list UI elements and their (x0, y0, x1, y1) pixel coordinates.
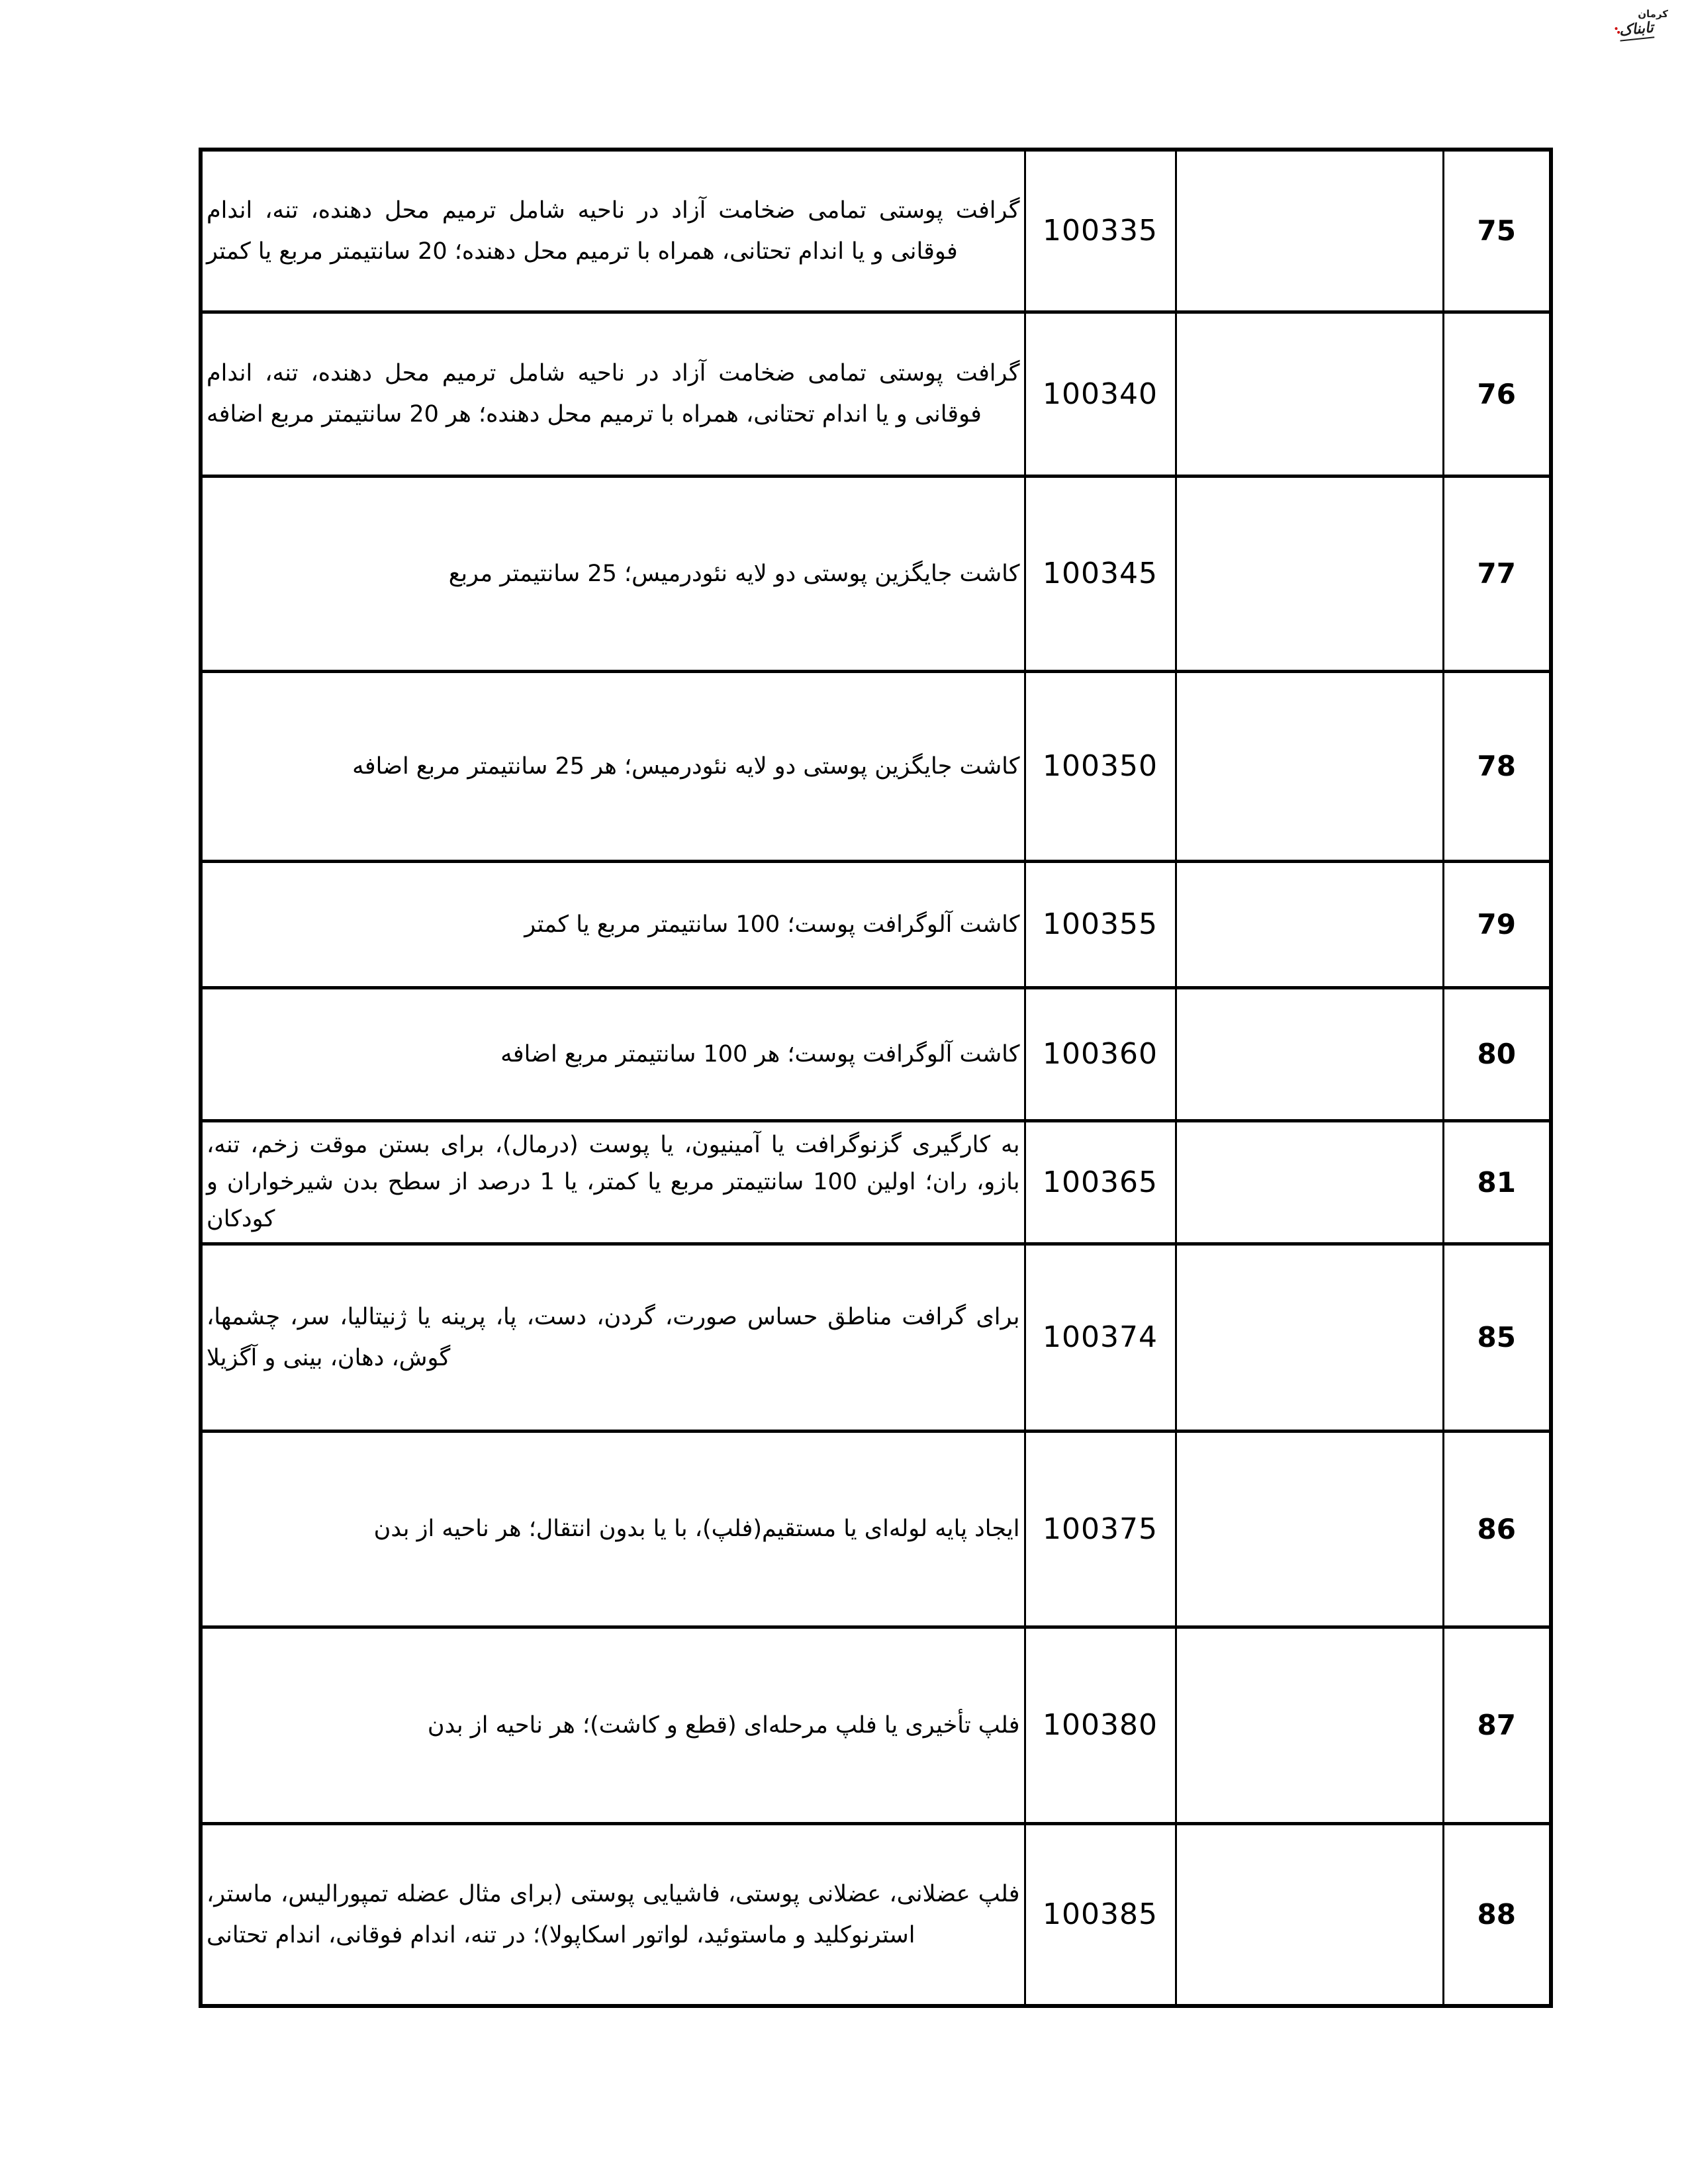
procedure-description-cell: کاشت آلوگرافت پوست؛ هر 100 سانتیمتر مربع اضافه (201, 987, 1025, 1120)
procedure-code-cell: 100375 (1025, 1431, 1176, 1627)
table-row (201, 987, 1551, 1120)
empty-cell (1176, 1431, 1443, 1627)
row-number-cell: 86 (1443, 1431, 1551, 1627)
procedure-code-cell: 100355 (1025, 861, 1176, 987)
row-number-cell: 81 (1443, 1120, 1551, 1244)
procedure-description-cell: فلپ عضلانی، عضلانی پوستی، فاشیایی پوستی (برای مثال عضله تمپورالیس، ماستر، استرنوکلید و ماستوئید، لواتور اسکاپولا)؛ در تنه، اندام فوقانی، اندام تحتانی (201, 1823, 1025, 2006)
table-row (201, 1120, 1551, 1244)
procedure-description-cell: فلپ تأخیری یا فلپ مرحله‌ای (قطع و کاشت)؛ هر ناحیه از بدن (201, 1627, 1025, 1823)
table-row (201, 1627, 1551, 1823)
table-row (201, 1431, 1551, 1627)
row-number-cell: 79 (1443, 861, 1551, 987)
logo-main-text: تابناک (1618, 19, 1655, 41)
row-number-cell: 85 (1443, 1244, 1551, 1431)
row-number-cell: 80 (1443, 987, 1551, 1120)
empty-cell (1176, 987, 1443, 1120)
procedure-code-cell: 100380 (1025, 1627, 1176, 1823)
procedure-description-cell: کاشت آلوگرافت پوست؛ 100 سانتیمتر مربع یا کمتر (201, 861, 1025, 987)
empty-cell (1176, 1627, 1443, 1823)
logo-city-text: کرمان (1638, 8, 1668, 20)
row-number-cell: 76 (1443, 312, 1551, 476)
procedure-code-cell: 100374 (1025, 1244, 1176, 1431)
procedure-code-cell: 100385 (1025, 1823, 1176, 2006)
table-row (201, 1244, 1551, 1431)
empty-cell (1176, 861, 1443, 987)
table-row (201, 861, 1551, 987)
procedure-code-cell: 100345 (1025, 476, 1176, 671)
empty-cell (1176, 1120, 1443, 1244)
table-row (201, 671, 1551, 861)
row-number-cell: 87 (1443, 1627, 1551, 1823)
row-number-cell: 78 (1443, 671, 1551, 861)
procedure-description-cell: به کارگیری گزنوگرافت یا آمینیون، یا پوست (درمال)، برای بستن موقت زخم، تنه، بازو، ران؛ اولین 100 سانتیمتر مربع یا کمتر، یا 1 درصد از سطح بدن شیرخواران و کودکان (201, 1120, 1025, 1244)
row-number-cell: 77 (1443, 476, 1551, 671)
procedure-description-cell: برای گرافت مناطق حساس صورت، گردن، دست، پا، پرینه یا ژنیتالیا، سر، چشمها، گوش، دهان، بینی و آگزیلا (201, 1244, 1025, 1431)
table-row (201, 312, 1551, 476)
procedure-description-cell: گرافت پوستی تمامی ضخامت آزاد در ناحیه شامل ترمیم محل دهنده، تنه، اندام فوقانی و یا اندام تحتانی، همراه با ترمیم محل دهنده؛ هر 20 سانتیمتر مربع اضافه (201, 312, 1025, 476)
procedure-code-cell: 100360 (1025, 987, 1176, 1120)
row-number-cell: 88 (1443, 1823, 1551, 2006)
tabnak-kerman-logo (1619, 8, 1671, 40)
procedure-code-cell: 100365 (1025, 1120, 1176, 1244)
procedure-code-cell: 100350 (1025, 671, 1176, 861)
empty-cell (1176, 1823, 1443, 2006)
table-row (201, 1823, 1551, 2006)
procedure-description-cell: کاشت جایگزین پوستی دو لایه نئودرمیس؛ 25 سانتیمتر مربع (201, 476, 1025, 671)
empty-cell (1176, 1244, 1443, 1431)
row-number-cell: 75 (1443, 150, 1551, 312)
empty-cell (1176, 671, 1443, 861)
procedure-code-cell: 100340 (1025, 312, 1176, 476)
empty-cell (1176, 476, 1443, 671)
procedure-code-cell: 100335 (1025, 150, 1176, 312)
procedure-description-cell: کاشت جایگزین پوستی دو لایه نئودرمیس؛ هر 25 سانتیمتر مربع اضافه (201, 671, 1025, 861)
procedure-table (199, 148, 1553, 2008)
empty-cell (1176, 312, 1443, 476)
empty-cell (1176, 150, 1443, 312)
procedure-description-cell: گرافت پوستی تمامی ضخامت آزاد در ناحیه شامل ترمیم محل دهنده، تنه، اندام فوقانی و یا اندام تحتانی، همراه با ترمیم محل دهنده؛ 20 سانتیمتر مربع یا کمتر (201, 150, 1025, 312)
table-row (201, 476, 1551, 671)
table-row (201, 150, 1551, 312)
procedure-description-cell: ایجاد پایه لوله‌ای یا مستقیم(فلپ)، با یا بدون انتقال؛ هر ناحیه از بدن (201, 1431, 1025, 1627)
